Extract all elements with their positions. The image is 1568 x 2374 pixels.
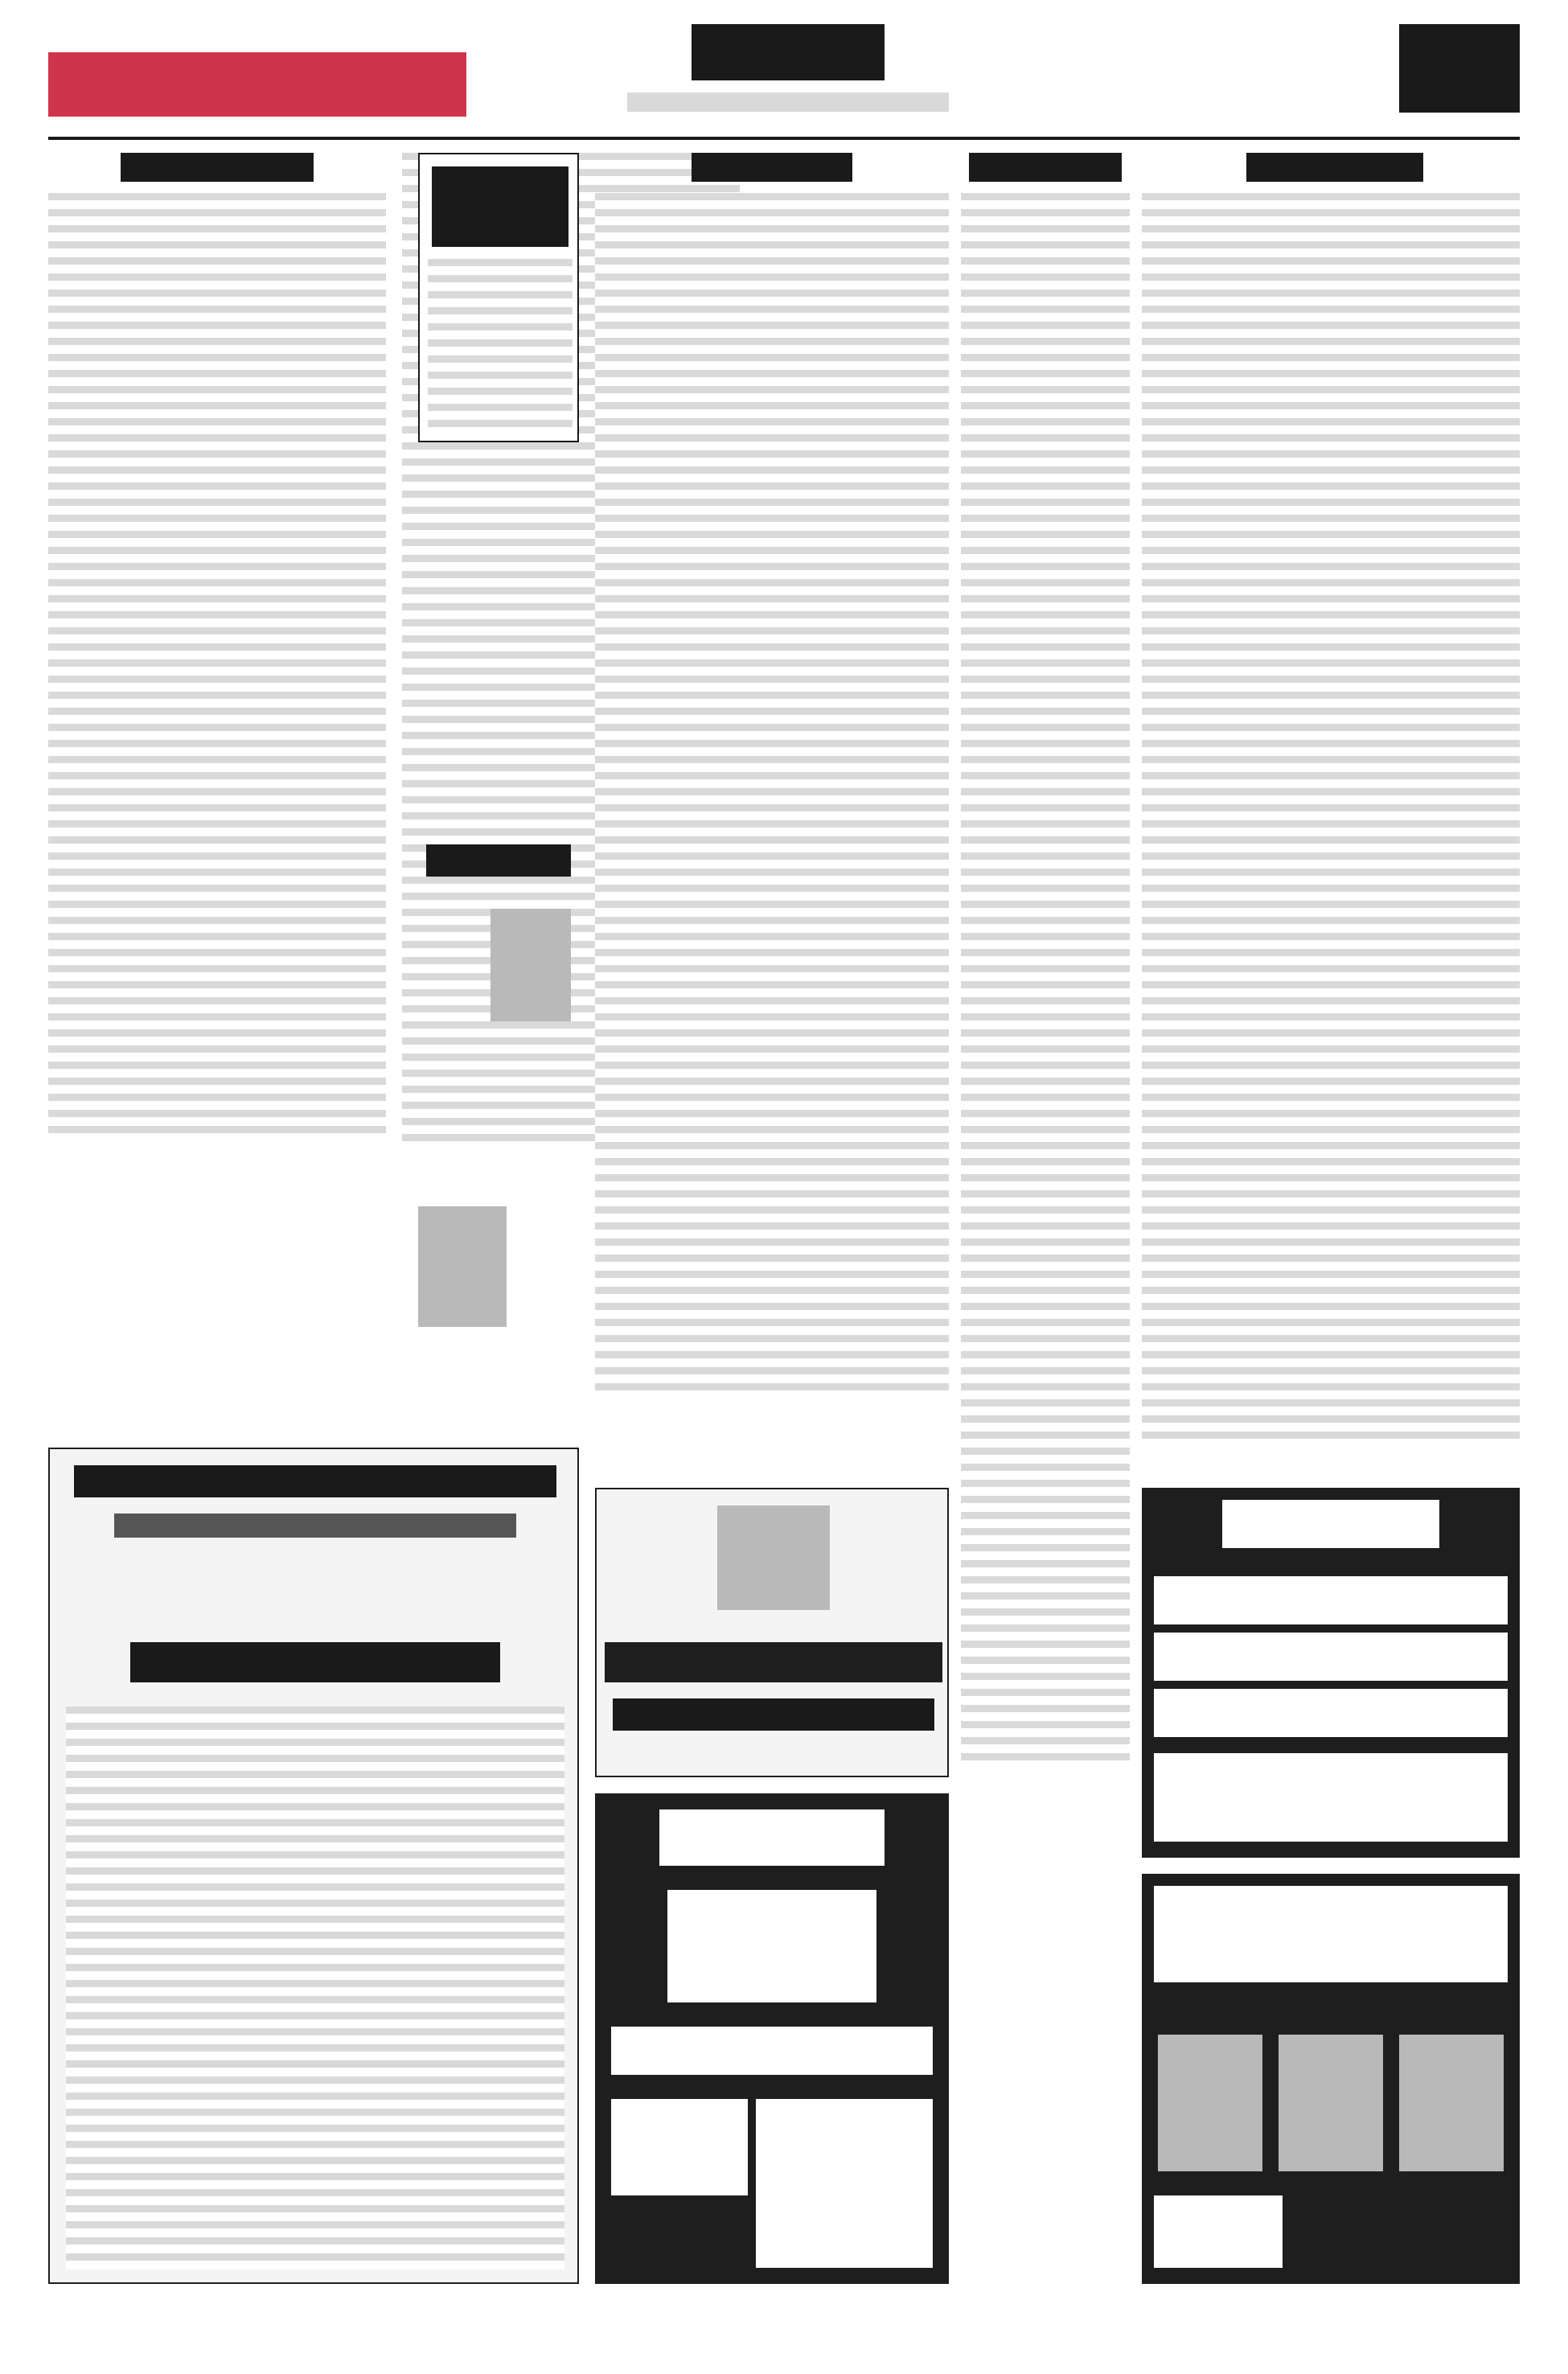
article-headline bbox=[121, 153, 314, 182]
article-body bbox=[961, 193, 1130, 1761]
ad-headline bbox=[1154, 1886, 1508, 1982]
ad-row bbox=[1154, 1689, 1508, 1737]
student-photo bbox=[1279, 2035, 1383, 2171]
article-body bbox=[1142, 193, 1520, 1448]
student-photo bbox=[1399, 2035, 1504, 2171]
article-body bbox=[428, 259, 573, 428]
article bbox=[961, 153, 1130, 1761]
article bbox=[1142, 153, 1520, 1456]
advertisement bbox=[48, 1448, 579, 2284]
article bbox=[595, 153, 949, 1399]
portrait-photo bbox=[418, 1206, 507, 1327]
advertisement bbox=[595, 1793, 949, 2284]
newspaper-logo bbox=[48, 52, 466, 117]
ad-banner bbox=[605, 1642, 942, 1682]
ad-banner bbox=[611, 2027, 933, 2075]
section-title bbox=[692, 24, 885, 80]
article-headline bbox=[969, 153, 1122, 182]
advertisement bbox=[1142, 1488, 1520, 1858]
article-body bbox=[48, 193, 386, 1142]
ad-headline bbox=[74, 1465, 556, 1497]
article-headline bbox=[692, 153, 852, 182]
advertisement bbox=[1142, 1874, 1520, 2284]
boxed-article bbox=[418, 153, 579, 442]
ad-table bbox=[756, 2099, 933, 2268]
student-photo bbox=[1158, 2035, 1262, 2171]
advertisement bbox=[595, 1488, 949, 1777]
ad-box bbox=[667, 1890, 876, 2002]
masthead-divider bbox=[48, 137, 1520, 140]
masthead bbox=[48, 16, 1520, 129]
ad-subheadline bbox=[114, 1514, 516, 1538]
ad-title bbox=[130, 1642, 500, 1682]
ad-body bbox=[66, 1707, 564, 2269]
ad-row bbox=[1154, 1576, 1508, 1624]
obituary-heading bbox=[426, 844, 571, 877]
ad-footer bbox=[1154, 1753, 1508, 1842]
page-number bbox=[1399, 24, 1520, 113]
ad-brand bbox=[611, 2099, 748, 2195]
ad-headline bbox=[1222, 1500, 1439, 1548]
dateline bbox=[627, 92, 949, 112]
ad-logo bbox=[717, 1505, 830, 1610]
ad-contact bbox=[613, 1698, 934, 1731]
ad-headline bbox=[659, 1809, 885, 1866]
portrait-photo bbox=[491, 909, 571, 1021]
obituary bbox=[418, 844, 579, 1440]
article-headline bbox=[432, 166, 569, 247]
ad-row bbox=[1154, 1633, 1508, 1681]
ad-brand bbox=[1154, 2195, 1283, 2268]
article-headline bbox=[1246, 153, 1423, 182]
article bbox=[48, 153, 386, 1158]
article-body bbox=[595, 193, 949, 1391]
